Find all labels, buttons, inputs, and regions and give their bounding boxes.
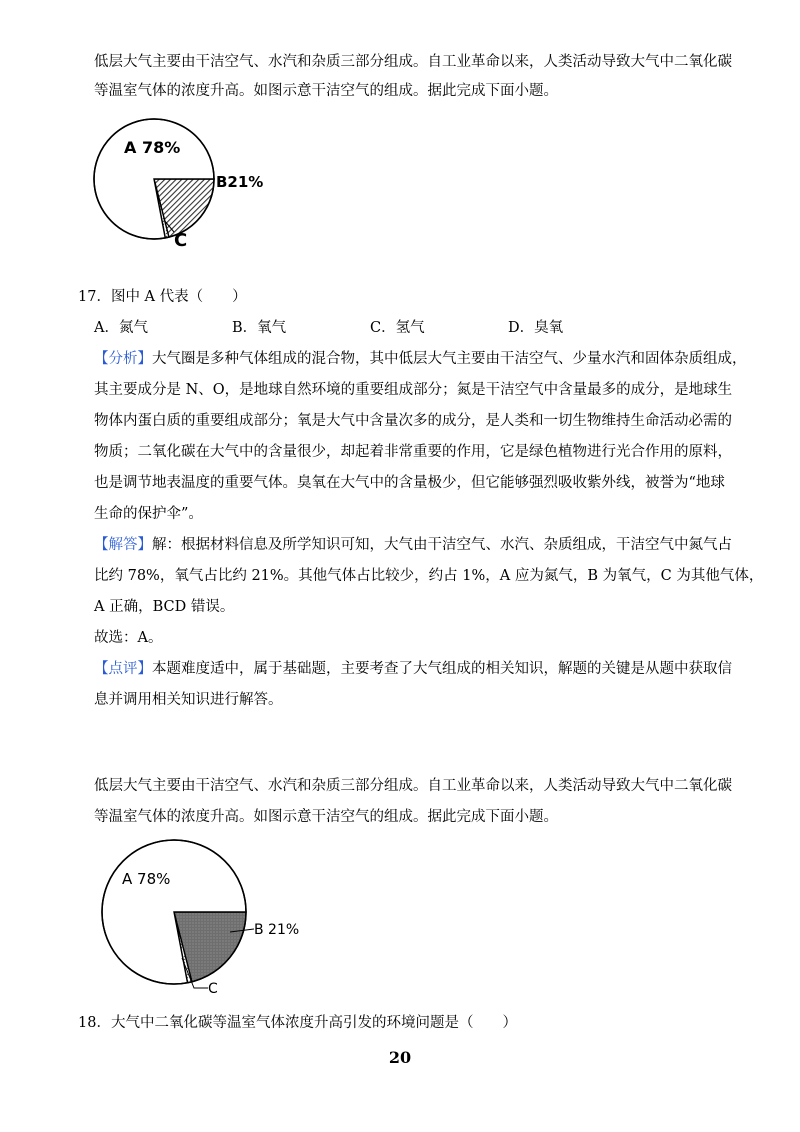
pie1-label-b: B21% <box>216 173 264 191</box>
analysis-text-1: 大气圈是多种气体组成的混合物，其中低层大气主要由干洁空气、少量水汽和固体杂质组成， <box>152 351 747 367</box>
pie1-label-c: C <box>174 230 188 251</box>
analysis-line-4: 物质；二氧化碳在大气中的含量很少，却起着非常重要的作用，它是绿色植物进行光合作用的原料， <box>94 444 732 460</box>
analysis-tag: 【分析】 <box>94 351 152 367</box>
pie-chart-2 <box>90 832 330 1002</box>
q17-stem: 17．图中 A 代表（ ） <box>78 289 247 305</box>
answer-line-2: 比约 78%，氧气占比约 21%。其他气体占比较少，约占 1%，A 应为氮气，B 为氧气，C 为其他气体， <box>94 568 764 584</box>
comment-text-1: 本题难度适中，属于基础题，主要考查了大气组成的相关知识，解题的关键是从题中获取信 <box>152 661 732 677</box>
pie2-label-a: A 78% <box>122 870 171 888</box>
pie-chart-1 <box>90 112 310 262</box>
intro2-line2: 等温室气体的浓度升高。如图示意干洁空气的组成。据此完成下面小题。 <box>94 809 558 825</box>
analysis-line-1 <box>94 349 747 369</box>
analysis-line-6: 生命的保护伞”。 <box>94 506 203 522</box>
intro1-line2: 等温室气体的浓度升高。如图示意干洁空气的组成。据此完成下面小题。 <box>94 83 558 99</box>
comment-line-1 <box>94 659 732 679</box>
comment-line-2: 息并调用相关知识进行解答。 <box>94 692 283 708</box>
q18-stem: 18．大气中二氧化碳等温室气体浓度升高引发的环境问题是（ ） <box>78 1015 517 1031</box>
answer-line-3: A 正确，BCD 错误。 <box>94 599 235 615</box>
answer-choice: 故选：A。 <box>94 630 163 646</box>
pie1-group <box>94 119 214 239</box>
answer-line-1 <box>94 535 732 555</box>
page-number: 20 <box>388 1048 412 1067</box>
analysis-line-3: 物体内蛋白质的重要组成部分；氧是大气中含量次多的成分，是人类和一切生物维持生命活动必需的 <box>94 413 732 429</box>
q17-option-c: C．氢气 <box>370 320 425 336</box>
analysis-line-5: 也是调节地表温度的重要气体。臭氧在大气中的含量极少，但它能够强烈吸收紫外线，被誉为“地球 <box>94 475 725 491</box>
answer-tag: 【解答】 <box>94 537 152 553</box>
intro2-line1: 低层大气主要由干洁空气、水汽和杂质三部分组成。自工业革命以来，人类活动导致大气中二氧化碳 <box>94 778 732 794</box>
pie1-label-a: A 78% <box>124 138 181 157</box>
pie2-label-b: B 21% <box>254 922 300 938</box>
q17-option-d: D．臭氧 <box>508 320 564 336</box>
pie2-label-c: C <box>208 981 218 997</box>
q17-option-a: A．氮气 <box>94 320 148 336</box>
comment-tag: 【点评】 <box>94 661 152 677</box>
pie2-group <box>102 840 246 984</box>
answer-text-1: 解：根据材料信息及所学知识可知，大气由干洁空气、水汽、杂质组成，干洁空气中氮气占 <box>152 537 732 553</box>
q17-option-b: B．氧气 <box>232 320 287 336</box>
intro1-line1: 低层大气主要由干洁空气、水汽和杂质三部分组成。自工业革命以来，人类活动导致大气中二氧化碳 <box>94 54 732 70</box>
analysis-line-2: 其主要成分是 N、O，是地球自然环境的重要组成部分；氮是干洁空气中含量最多的成分，是地球生 <box>94 382 733 398</box>
